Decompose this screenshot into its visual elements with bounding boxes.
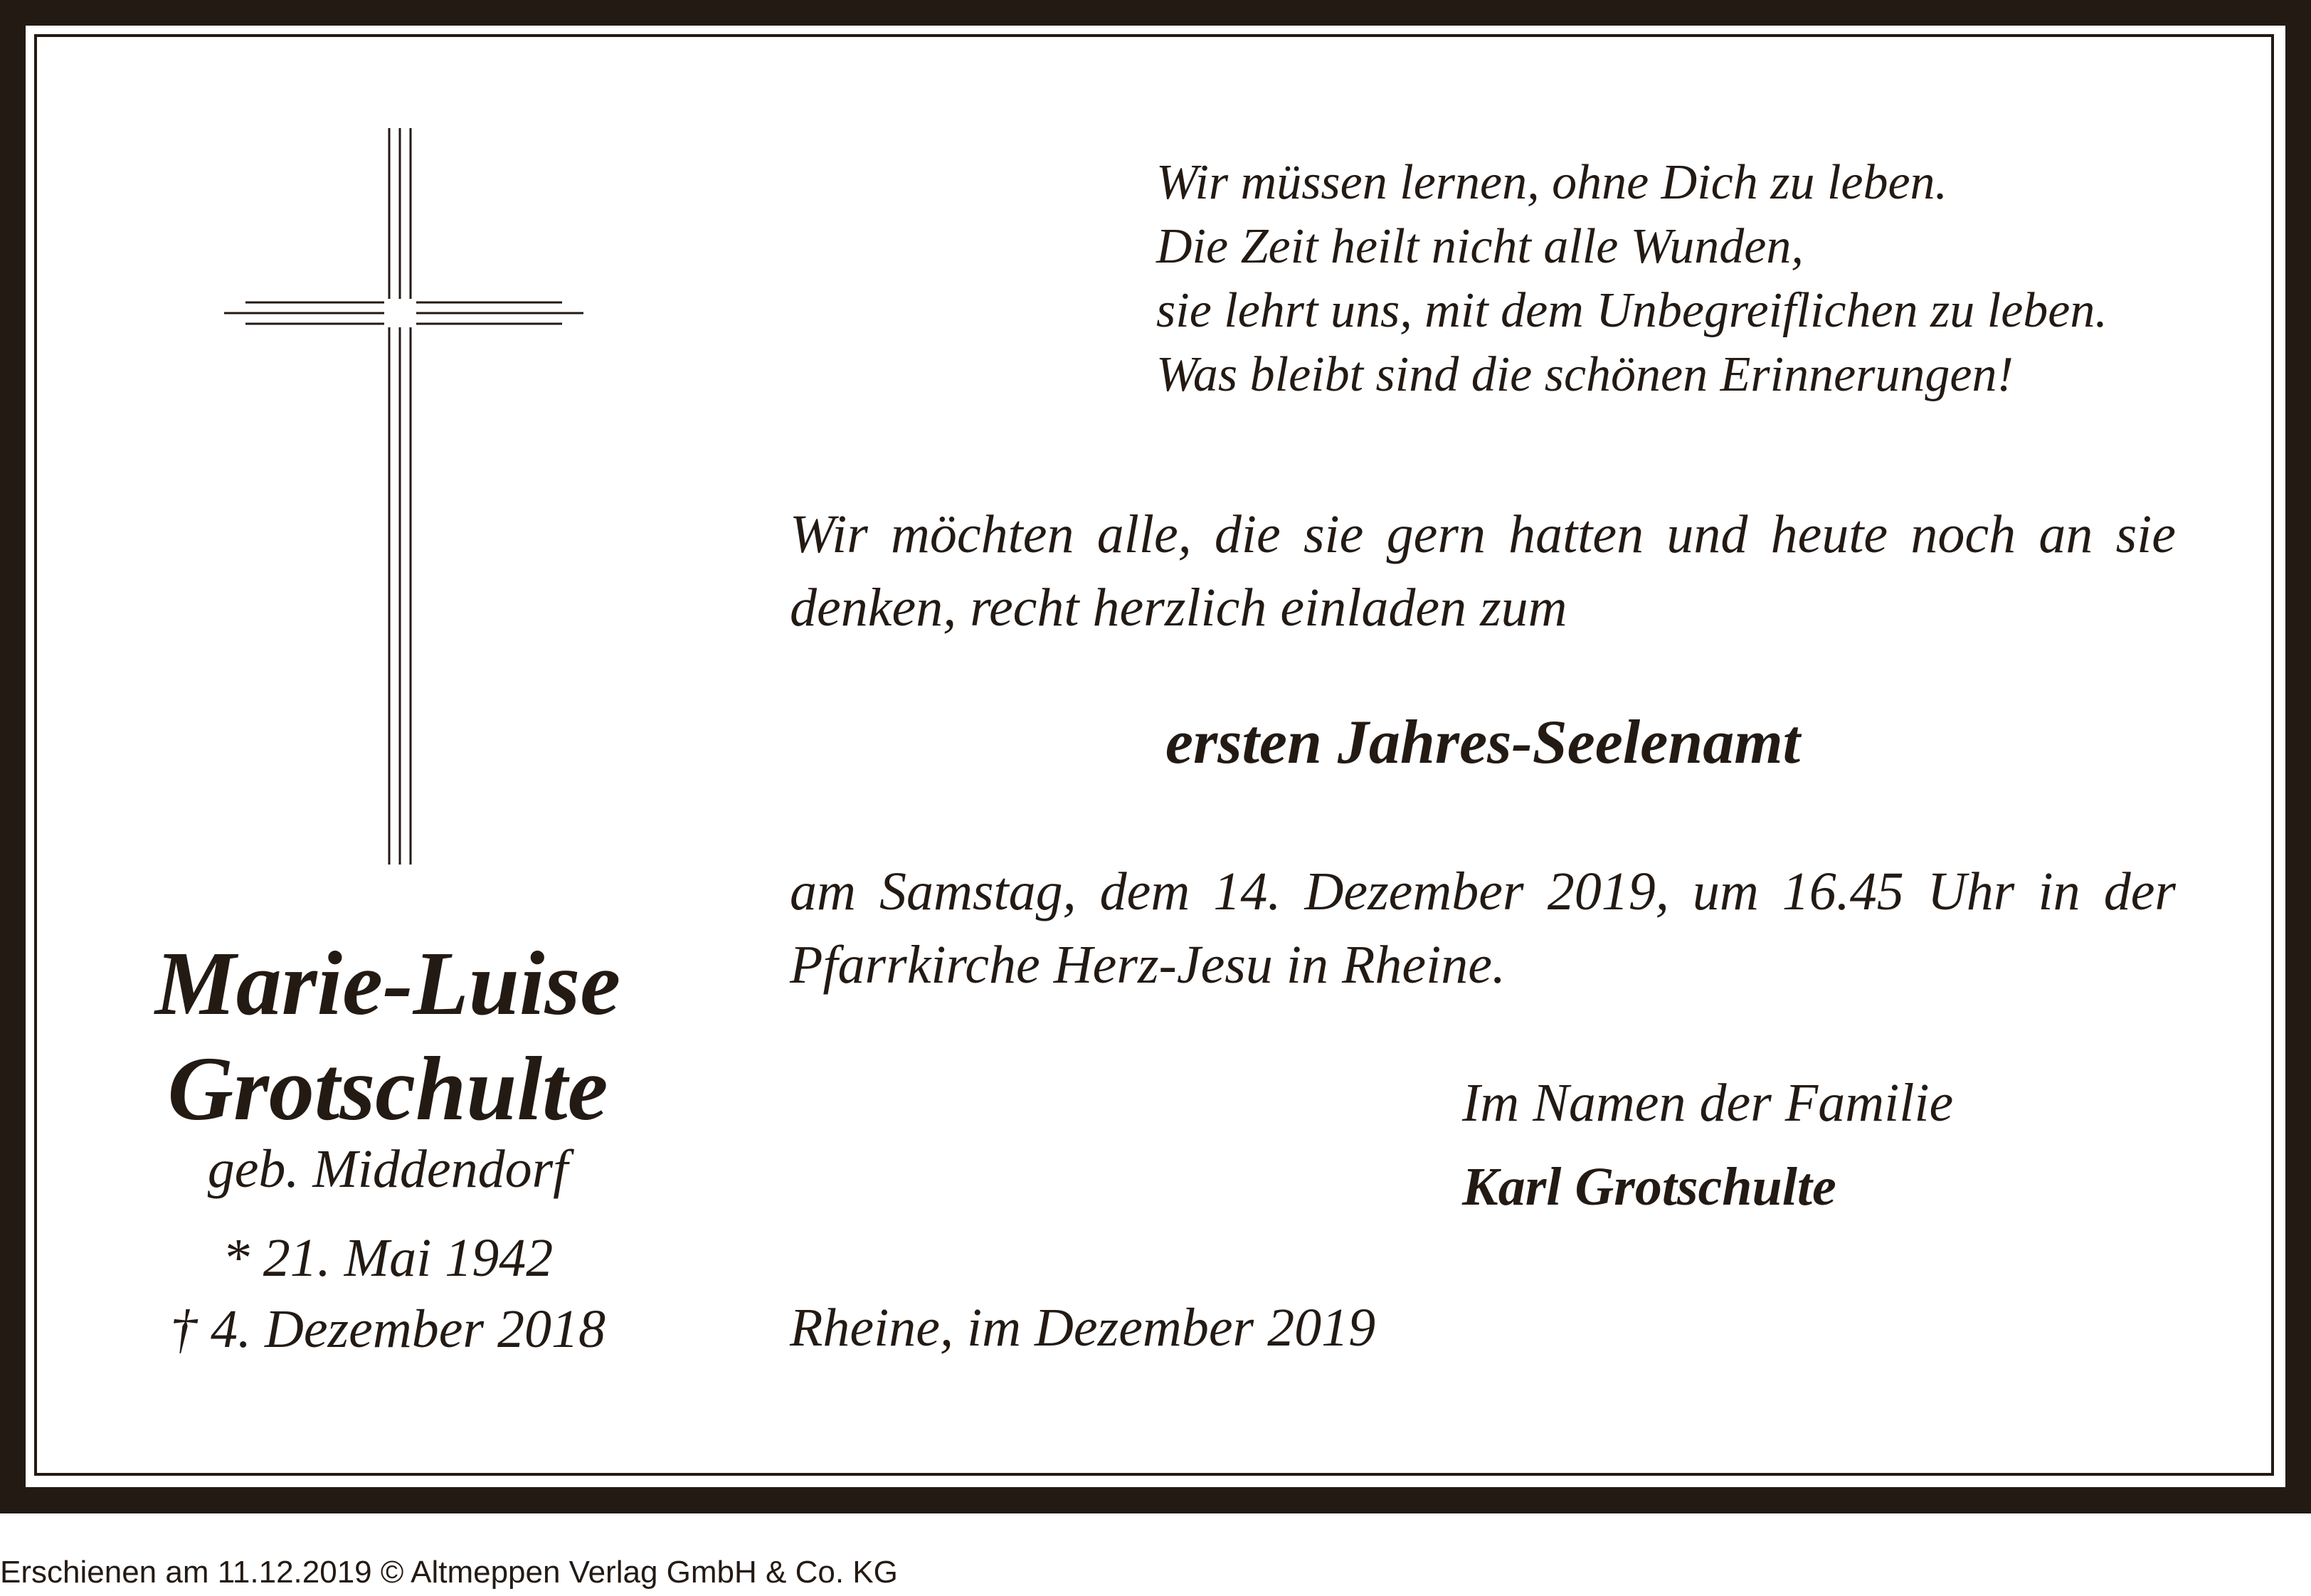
- poem-line: Was bleibt sind die schönen Erinnerungen!: [1156, 347, 2014, 402]
- publication-footer: Erschienen am 11.12.2019 © Altmeppen Verlag GmbH & Co. KG: [0, 1555, 898, 1590]
- cross-icon: [224, 128, 583, 865]
- place-date: Rheine, im Dezember 2019: [790, 1298, 1376, 1358]
- birth-date: * 21. Mai 1942: [222, 1228, 554, 1288]
- event-details: am Samstag, dem 14. Dezember 2019, um 16.45 Uhr in der Pfarrkirche Herz-Jesu in Rheine.: [790, 862, 2176, 995]
- poem-line: Die Zeit heilt nicht alle Wunden,: [1156, 219, 1804, 274]
- birth-name: geb. Middendorf: [207, 1139, 569, 1199]
- poem-line: Wir müssen lernen, ohne Dich zu leben.: [1156, 155, 1948, 210]
- poem-line: sie lehrt uns, mit dem Unbegreiflichen zu leben.: [1156, 283, 2108, 338]
- invitation-text: Wir möchten alle, die sie gern hatten und heute noch an sie denken, recht herzlich einladen zum: [790, 504, 2176, 638]
- deceased-last-name: Grotschulte: [167, 1038, 608, 1139]
- poem: [1156, 151, 2223, 407]
- deceased-first-name: Marie-Luise: [154, 933, 621, 1034]
- death-date: † 4. Dezember 2018: [169, 1299, 606, 1359]
- signature-label: Im Namen der Familie: [1462, 1073, 1954, 1133]
- event-title: ersten Jahres-Seelenamt: [1165, 708, 1801, 777]
- signature-name: Karl Grotschulte: [1462, 1157, 1836, 1217]
